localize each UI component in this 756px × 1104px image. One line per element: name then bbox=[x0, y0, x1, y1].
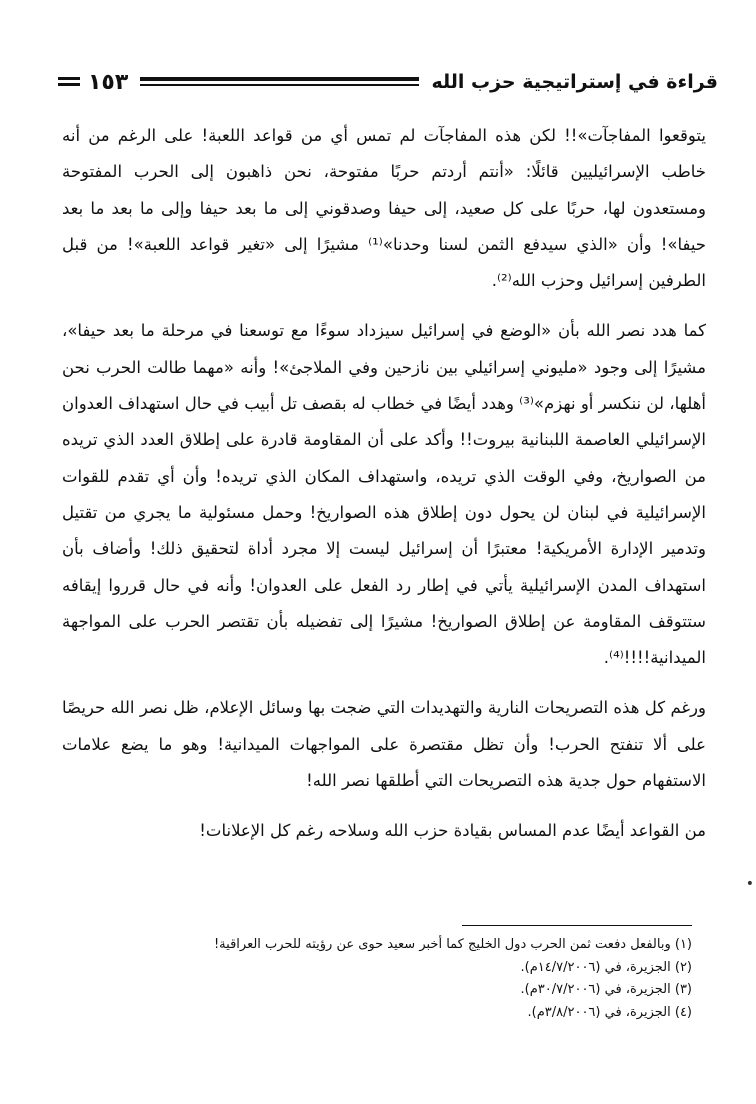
paragraph-3: ورغم كل هذه التصريحات النارية والتهديدات التي ضجت بها وسائل الإعلام، ظل نصر الله حريصًا على ألا تنفتح الحرب! وأن تظل مقتصرة على المواجهات الميدانية! وهو ما يضع علامات الاستفهام حول جدية هذه التصريحات التي أطلقها نصر الله! bbox=[62, 698, 706, 791]
header-dash-mark bbox=[58, 76, 80, 88]
paragraph-4: من القواعد أيضًا عدم المساس بقيادة حزب الله وسلاحه رغم كل الإعلانات! bbox=[199, 821, 706, 841]
footnote-2: (٢) الجزيرة، في (١٤/٧/٢٠٠٦م). bbox=[520, 959, 692, 975]
running-header bbox=[58, 62, 718, 102]
paragraph-2: كما هدد نصر الله بأن «الوضع في إسرائيل سيزداد سوءًا مع توسعنا في مرحلة ما بعد حيفا»، مشيرًا إلى وجود «مليوني إسرائيلي بين نازحين وفي الملاجئ»! وأنه «مهما طالت الحرب نحن أهلها، لن ننكسر أو نهزم»⁽³⁾ وهدد أيضًا في خطاب له بقصف تل أبيب في حال استهداف العدوان الإسرائيلي العاصمة اللبنانية بيروت!! وأكد على أن المقاومة قادرة على إطلاق العدد الذي تريده من الصواريخ، وفي الوقت الذي تريده، واستهداف المكان الذي تريده! وأن أي تقدم للقوات الإسرائيلية في لبنان لن يحول دون إطلاق هذه الصواريخ! وحمل مسئولية ما يجري من تقتيل وتدمير الإدارة الأمريكية! معتبرًا أن إسرائيل ليست إلا مجرد أداة لتحقيق ذلك! وأضاف بأن استهداف المدن الإسرائيلية يأتي في إطار رد الفعل على العدوان! وأنه في حال قرروا إيقافه ستتوقف المقاومة عن إطلاق الصواريخ! مشيرًا إلى تفضيله بأن تقتصر الحرب على المواجهة الميدانية!!!!⁽⁴⁾. bbox=[62, 321, 706, 668]
page-number: ١٥٣ bbox=[88, 69, 129, 95]
footnote-1: (١) وبالفعل دفعت ثمن الحرب دول الخليج كما أخبر سعيد حوى عن رؤيته للحرب العراقية! bbox=[213, 937, 692, 952]
footnotes bbox=[72, 934, 692, 1024]
paragraph-1: يتوقعوا المفاجآت»!! لكن هذه المفاجآت لم تمس أي من قواعد اللعبة! على الرغم من أنه خاطب الإسرائيليين قائلًا: «أنتم أردتم حربًا مفتوحة، نحن ذاهبون إلى الحرب المفتوحة ومستعدون لها، حربًا على كل صعيد، إلى حيفا وصدقوني إلى ما بعد حيفا وإلى ما بعد ما بعد حيفا»! وأن «الذي سيدفع الثمن لسنا وحدنا»⁽¹⁾ مشيرًا إلى «تغير قواعد اللعبة»! من قبل الطرفين إسرائيل وحزب الله⁽²⁾. bbox=[62, 126, 707, 291]
footnote-3: (٣) الجزيرة، في (٣٠/٧/٢٠٠٦م). bbox=[520, 982, 692, 997]
header-title: قراءة في إستراتيجية حزب الله bbox=[431, 71, 718, 93]
footnote-separator bbox=[462, 925, 692, 926]
footnote-4: (٤) الجزيرة، في (٣/٨/٢٠٠٦م). bbox=[527, 1004, 692, 1020]
header-double-rule bbox=[140, 76, 419, 88]
body-text bbox=[62, 118, 706, 864]
margin-mark: • bbox=[745, 876, 754, 892]
